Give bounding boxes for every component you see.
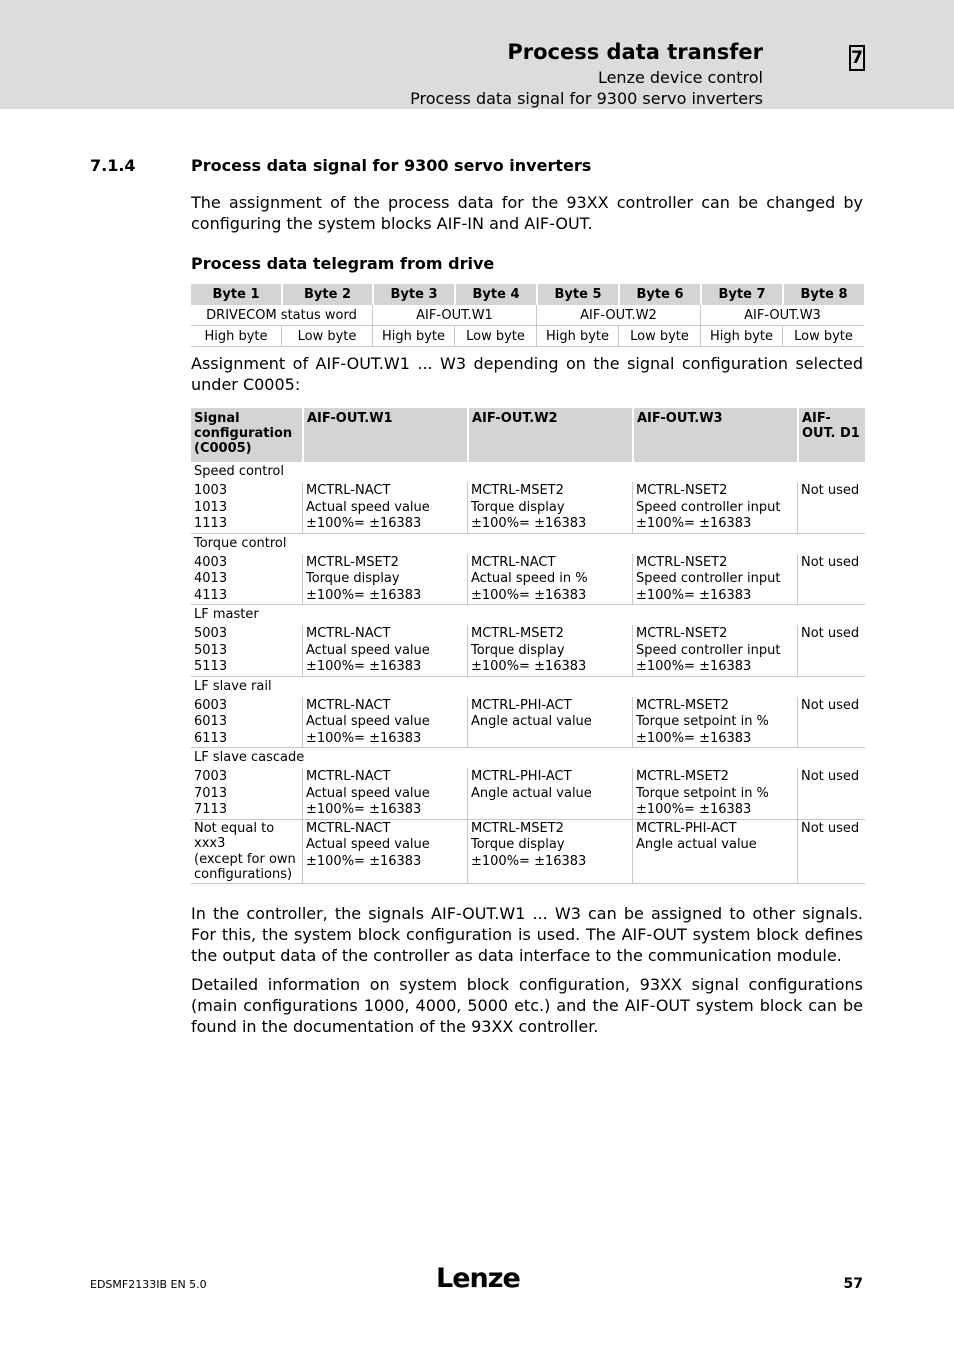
low-byte-cell: Low byte <box>454 326 536 347</box>
category-row <box>191 605 865 625</box>
config-codes-cell <box>191 768 302 820</box>
w3-cell-line <box>636 854 794 871</box>
table-row <box>191 820 865 884</box>
word-cell: AIF-OUT.W1 <box>372 305 536 326</box>
page-header-title: Process data transfer <box>507 40 763 64</box>
w1-cell-line: ±100%= ±16383 <box>306 802 422 817</box>
w1-cell-line: Actual speed value <box>306 642 430 658</box>
byte-header: Byte 7 <box>700 284 782 305</box>
w2-cell <box>467 625 632 677</box>
config-codes-cell <box>191 820 302 884</box>
category-row <box>191 462 865 482</box>
config-codes-cell-line: 7003 <box>194 769 228 784</box>
category-row <box>191 748 865 768</box>
config-codes-cell-line: configurations) <box>194 867 293 882</box>
w3-cell-line: ±100%= ±16383 <box>636 659 752 674</box>
lenze-logo: Lenze <box>436 1263 520 1294</box>
config-codes-cell-line: 7013 <box>194 785 228 801</box>
w2-cell <box>467 554 632 606</box>
config-codes-cell-line: 5113 <box>194 659 228 674</box>
table-row <box>191 768 865 820</box>
w1-cell-line: Actual speed value <box>306 785 430 801</box>
w3-cell-line: MCTRL-NSET2 <box>636 483 728 498</box>
w2-cell <box>467 697 632 749</box>
w1-cell-line: ±100%= ±16383 <box>306 730 422 746</box>
config-codes-cell <box>191 482 302 534</box>
w3-cell <box>632 554 797 606</box>
w3-cell-line: MCTRL-NSET2 <box>636 626 728 641</box>
telegram-title: Process data telegram from drive <box>191 254 495 273</box>
w2-cell-line: MCTRL-MSET2 <box>471 820 564 836</box>
config-codes-cell <box>191 625 302 677</box>
config-codes-cell-line: 5013 <box>194 642 228 658</box>
assignment-paragraph: Assignment of AIF-OUT.W1 ... W3 depending on the signal configuration selected under C0005: <box>191 354 863 394</box>
config-codes-cell-line: Not equal to <box>194 820 275 836</box>
w2-cell <box>467 482 632 534</box>
w2-cell-line: MCTRL-MSET2 <box>471 483 564 498</box>
col-header-w3: AIF-OUT.W3 <box>632 408 797 462</box>
w1-cell-line: Actual speed value <box>306 499 430 515</box>
high-byte-cell: High byte <box>372 326 454 347</box>
table-row <box>191 554 865 606</box>
config-codes-cell-line: 6003 <box>194 697 228 713</box>
byte-header: Byte 3 <box>372 284 454 305</box>
config-codes-cell-line: 4013 <box>194 571 228 586</box>
w3-cell <box>632 482 797 534</box>
w1-cell-line: ±100%= ±16383 <box>306 853 422 869</box>
w2-cell-line: Torque display <box>471 499 565 515</box>
signal-config-table <box>191 408 865 884</box>
intro-paragraph: The assignment of the process data for the 93XX controller can be changed by configuring the system blocks AIF-IN and AIF-OUT. <box>191 193 863 233</box>
controller-paragraph: In the controller, the signals AIF-OUT.W1 ... W3 can be assigned to other signals. For this, the system block configuration is used. The AIF-OUT system block defines the output data of the controller as data interface to the communication module. <box>191 904 863 965</box>
word-cell: DRIVECOM status word <box>191 305 372 326</box>
config-codes-cell-line: 7113 <box>194 802 228 817</box>
config-codes-cell-line: 1113 <box>194 516 228 531</box>
page-number: 57 <box>843 1276 863 1292</box>
high-byte-cell: High byte <box>536 326 618 347</box>
w2-cell-line: MCTRL-PHI-ACT <box>471 697 572 713</box>
w1-cell <box>302 820 467 884</box>
w3-cell <box>632 768 797 820</box>
w1-cell-line: MCTRL-NACT <box>306 769 391 784</box>
w3-cell-line: Speed controller input <box>636 642 781 658</box>
w2-cell-line: MCTRL-NACT <box>471 554 556 570</box>
w3-cell <box>632 820 797 884</box>
byte-header: Byte 1 <box>191 284 281 305</box>
w2-cell-line: MCTRL-MSET2 <box>471 626 564 641</box>
section-number: 7.1.4 <box>90 156 136 175</box>
w3-cell-line: MCTRL-MSET2 <box>636 769 729 784</box>
w2-cell <box>467 820 632 884</box>
w1-cell <box>302 697 467 749</box>
w1-cell <box>302 482 467 534</box>
d1-cell: Not used <box>797 697 865 749</box>
w2-cell-line: Actual speed in % <box>471 571 588 586</box>
table-row <box>191 625 865 677</box>
config-codes-cell-line: 4113 <box>194 587 228 603</box>
byte-header: Byte 5 <box>536 284 618 305</box>
w2-cell-line: Torque display <box>471 642 565 658</box>
d1-cell: Not used <box>797 482 865 534</box>
telegram-byte-row <box>191 284 864 305</box>
w2-cell-line: ±100%= ±16383 <box>471 853 587 869</box>
config-codes-cell <box>191 554 302 606</box>
byte-header: Byte 4 <box>454 284 536 305</box>
header-subtitle-1: Lenze device control <box>597 68 763 87</box>
config-codes-cell-line: 4003 <box>194 554 228 570</box>
w1-cell-line: MCTRL-NACT <box>306 820 391 836</box>
w3-cell <box>632 697 797 749</box>
w3-cell-line: ±100%= ±16383 <box>636 516 752 531</box>
w1-cell-line: ±100%= ±16383 <box>306 587 422 603</box>
category-label: LF slave rail <box>194 678 272 694</box>
w1-cell <box>302 768 467 820</box>
w2-cell-line: ±100%= ±16383 <box>471 659 587 674</box>
w1-cell <box>302 625 467 677</box>
low-byte-cell: Low byte <box>281 326 372 347</box>
w3-cell-line: MCTRL-PHI-ACT <box>636 820 737 836</box>
w2-cell-line: Angle actual value <box>471 714 592 729</box>
telegram-word-row <box>191 305 864 326</box>
w1-cell-line: Actual speed value <box>306 714 430 729</box>
d1-cell: Not used <box>797 554 865 606</box>
w2-cell-line: ±100%= ±16383 <box>471 587 587 603</box>
w2-cell-line <box>471 731 629 748</box>
w2-cell-line: ±100%= ±16383 <box>471 516 587 531</box>
byte-header: Byte 6 <box>618 284 700 305</box>
d1-cell: Not used <box>797 768 865 820</box>
category-row <box>191 677 865 697</box>
category-label: LF master <box>194 607 259 622</box>
telegram-hilo-row <box>191 326 864 347</box>
w3-cell-line: Speed controller input <box>636 571 781 586</box>
header-subtitle-2: Process data signal for 9300 servo inverters <box>410 89 763 108</box>
word-cell: AIF-OUT.W2 <box>536 305 700 326</box>
w1-cell-line: ±100%= ±16383 <box>306 659 422 674</box>
config-codes-cell-line: 1003 <box>194 483 228 498</box>
d1-cell: Not used <box>797 625 865 677</box>
col-header-w1: AIF-OUT.W1 <box>302 408 467 462</box>
category-row <box>191 534 865 554</box>
w1-cell-line: MCTRL-MSET2 <box>306 554 399 570</box>
chapter-number-badge: 7 <box>849 45 865 71</box>
config-codes-cell-line: 6113 <box>194 730 228 746</box>
documentation-paragraph: Detailed information on system block configuration, 93XX signal configurations (main configurations 1000, 4000, 5000 etc.) and the AIF-OUT system block can be found in the documentation of the 93XX controller. <box>191 975 863 1036</box>
config-codes-cell <box>191 697 302 749</box>
w3-cell-line: ±100%= ±16383 <box>636 730 752 746</box>
byte-header: Byte 8 <box>782 284 864 305</box>
config-codes-cell-line: 6013 <box>194 714 228 729</box>
w3-cell <box>632 625 797 677</box>
config-codes-cell-line: xxx3 <box>194 836 226 851</box>
w1-cell-line: MCTRL-NACT <box>306 697 391 713</box>
table-row <box>191 482 865 534</box>
w3-cell-line: Speed controller input <box>636 499 781 515</box>
section-title: Process data signal for 9300 servo inverters <box>191 156 592 175</box>
w1-cell-line: Actual speed value <box>306 837 430 852</box>
config-codes-cell-line: 5003 <box>194 626 228 641</box>
w3-cell-line: Torque setpoint in % <box>636 785 769 801</box>
config-codes-cell-line: (except for own <box>194 851 296 867</box>
w1-cell-line: MCTRL-NACT <box>306 483 391 498</box>
word-cell: AIF-OUT.W3 <box>700 305 864 326</box>
w2-cell-line: Angle actual value <box>471 785 592 801</box>
category-label: LF slave cascade <box>194 750 305 765</box>
high-byte-cell: High byte <box>191 326 281 347</box>
col-header-w2: AIF-OUT.W2 <box>467 408 632 462</box>
footer-doc-id: EDSMF2133IB EN 5.0 <box>90 1278 207 1291</box>
w2-cell-line: MCTRL-PHI-ACT <box>471 769 572 784</box>
w1-cell-line: Torque display <box>306 571 400 586</box>
d1-cell: Not used <box>797 820 865 884</box>
w2-cell <box>467 768 632 820</box>
category-label: Torque control <box>194 535 287 551</box>
config-codes-cell-line: 1013 <box>194 499 228 515</box>
category-label: Speed control <box>194 464 284 479</box>
low-byte-cell: Low byte <box>782 326 864 347</box>
w1-cell-line: ±100%= ±16383 <box>306 516 422 531</box>
high-byte-cell: High byte <box>700 326 782 347</box>
w3-cell-line: Torque setpoint in % <box>636 714 769 729</box>
table-row <box>191 697 865 749</box>
col-header-signal-config: Signal configuration (C0005) <box>191 408 302 462</box>
w1-cell <box>302 554 467 606</box>
telegram-table <box>191 284 864 347</box>
signal-table-header-row <box>191 408 865 462</box>
col-header-d1: AIF-OUT. D1 <box>797 408 865 462</box>
w2-cell-line: Torque display <box>471 837 565 852</box>
w3-cell-line: Angle actual value <box>636 837 757 852</box>
w3-cell-line: MCTRL-NSET2 <box>636 554 728 570</box>
w2-cell-line <box>471 802 629 819</box>
w3-cell-line: MCTRL-MSET2 <box>636 697 729 713</box>
w1-cell-line: MCTRL-NACT <box>306 626 391 641</box>
w3-cell-line: ±100%= ±16383 <box>636 587 752 603</box>
byte-header: Byte 2 <box>281 284 372 305</box>
w3-cell-line: ±100%= ±16383 <box>636 802 752 817</box>
low-byte-cell: Low byte <box>618 326 700 347</box>
